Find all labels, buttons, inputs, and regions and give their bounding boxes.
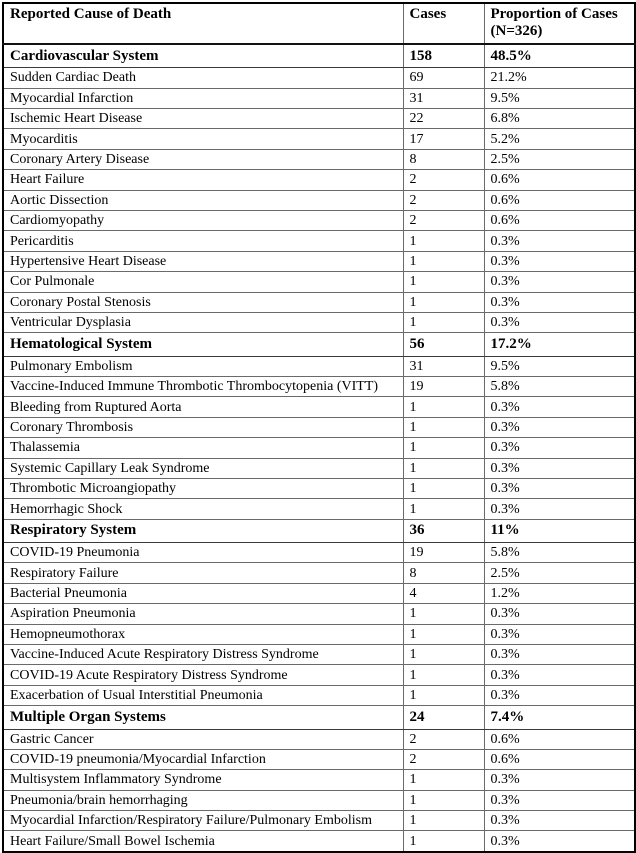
table-row xyxy=(3,604,635,624)
proportion-cell: 5.8% xyxy=(484,543,635,563)
table-row xyxy=(3,417,635,437)
cause-cell: COVID-19 Pneumonia xyxy=(3,543,403,563)
cases-cell: 69 xyxy=(403,68,484,88)
cases-cell: 2 xyxy=(403,749,484,769)
cases-cell: 1 xyxy=(403,811,484,831)
cause-cell: Respiratory System xyxy=(3,519,403,542)
cases-cell: 1 xyxy=(403,251,484,271)
cause-cell: Coronary Thrombosis xyxy=(3,417,403,437)
proportion-cell: 0.3% xyxy=(484,397,635,417)
cause-cell: Hematological System xyxy=(3,333,403,356)
proportion-cell: 0.3% xyxy=(484,624,635,644)
header-cases: Cases xyxy=(403,3,484,44)
cases-cell: 1 xyxy=(403,292,484,312)
proportion-cell: 0.3% xyxy=(484,251,635,271)
cases-cell: 31 xyxy=(403,356,484,376)
proportion-cell: 1.2% xyxy=(484,583,635,603)
cases-cell: 8 xyxy=(403,563,484,583)
proportion-cell: 0.3% xyxy=(484,685,635,705)
proportion-cell: 0.3% xyxy=(484,231,635,251)
cases-cell: 1 xyxy=(403,397,484,417)
table-row xyxy=(3,231,635,251)
cause-cell: Gastric Cancer xyxy=(3,729,403,749)
table-row xyxy=(3,729,635,749)
section-row xyxy=(3,333,635,356)
section-row xyxy=(3,519,635,542)
proportion-cell: 0.3% xyxy=(484,811,635,831)
proportion-cell: 0.3% xyxy=(484,417,635,437)
cause-cell: Pulmonary Embolism xyxy=(3,356,403,376)
cases-cell: 19 xyxy=(403,377,484,397)
cause-cell: Thalassemia xyxy=(3,438,403,458)
proportion-cell: 17.2% xyxy=(484,333,635,356)
section-row xyxy=(3,706,635,729)
cause-cell: Vaccine-Induced Acute Respiratory Distress Syndrome xyxy=(3,645,403,665)
cases-cell: 1 xyxy=(403,458,484,478)
table-row xyxy=(3,397,635,417)
header-proportion: Proportion of Cases (N=326) xyxy=(484,3,635,44)
cause-cell: Vaccine-Induced Immune Thrombotic Thrombocytopenia (VITT) xyxy=(3,377,403,397)
cases-cell: 31 xyxy=(403,88,484,108)
cause-cell: Ischemic Heart Disease xyxy=(3,109,403,129)
table-row xyxy=(3,109,635,129)
proportion-cell: 0.3% xyxy=(484,790,635,810)
cause-cell: Exacerbation of Usual Interstitial Pneumonia xyxy=(3,685,403,705)
cause-cell: Bacterial Pneumonia xyxy=(3,583,403,603)
table-row xyxy=(3,377,635,397)
cause-cell: Cor Pulmonale xyxy=(3,272,403,292)
proportion-cell: 7.4% xyxy=(484,706,635,729)
proportion-cell: 0.3% xyxy=(484,604,635,624)
table-row xyxy=(3,88,635,108)
proportion-cell: 5.2% xyxy=(484,129,635,149)
cases-cell: 17 xyxy=(403,129,484,149)
proportion-cell: 6.8% xyxy=(484,109,635,129)
section-row xyxy=(3,44,635,68)
header-cause: Reported Cause of Death xyxy=(3,3,403,44)
cases-cell: 2 xyxy=(403,170,484,190)
cause-cell: Heart Failure/Small Bowel Ischemia xyxy=(3,831,403,852)
cases-cell: 1 xyxy=(403,770,484,790)
cause-cell: Ventricular Dysplasia xyxy=(3,312,403,332)
cause-cell: Cardiovascular System xyxy=(3,44,403,68)
table-row xyxy=(3,292,635,312)
proportion-cell: 9.5% xyxy=(484,88,635,108)
proportion-cell: 0.3% xyxy=(484,312,635,332)
cause-cell: Coronary Postal Stenosis xyxy=(3,292,403,312)
table-row xyxy=(3,129,635,149)
proportion-cell: 0.3% xyxy=(484,438,635,458)
table-row xyxy=(3,190,635,210)
cause-cell: Heart Failure xyxy=(3,170,403,190)
cases-cell: 1 xyxy=(403,417,484,437)
table-row xyxy=(3,624,635,644)
cases-cell: 1 xyxy=(403,604,484,624)
cases-cell: 24 xyxy=(403,706,484,729)
cause-cell: Pericarditis xyxy=(3,231,403,251)
cases-cell: 1 xyxy=(403,499,484,519)
table-row xyxy=(3,251,635,271)
cases-cell: 22 xyxy=(403,109,484,129)
proportion-cell: 0.3% xyxy=(484,831,635,852)
table-row xyxy=(3,68,635,88)
table-row xyxy=(3,312,635,332)
table-row xyxy=(3,583,635,603)
table-body xyxy=(3,44,635,852)
cause-cell: Thrombotic Microangiopathy xyxy=(3,479,403,499)
proportion-cell: 48.5% xyxy=(484,44,635,68)
proportion-cell: 0.3% xyxy=(484,645,635,665)
cases-cell: 1 xyxy=(403,685,484,705)
cause-cell: Cardiomyopathy xyxy=(3,211,403,231)
proportion-cell: 9.5% xyxy=(484,356,635,376)
table-row xyxy=(3,438,635,458)
proportion-cell: 0.3% xyxy=(484,479,635,499)
cause-cell: Pneumonia/brain hemorrhaging xyxy=(3,790,403,810)
table-row xyxy=(3,770,635,790)
cause-cell: Coronary Artery Disease xyxy=(3,149,403,169)
cases-cell: 1 xyxy=(403,312,484,332)
proportion-cell: 0.3% xyxy=(484,499,635,519)
table-row xyxy=(3,272,635,292)
cases-cell: 1 xyxy=(403,790,484,810)
proportion-cell: 0.6% xyxy=(484,170,635,190)
cause-cell: Systemic Capillary Leak Syndrome xyxy=(3,458,403,478)
cases-cell: 1 xyxy=(403,624,484,644)
table-row xyxy=(3,458,635,478)
proportion-cell: 5.8% xyxy=(484,377,635,397)
cases-cell: 2 xyxy=(403,211,484,231)
cause-cell: Aspiration Pneumonia xyxy=(3,604,403,624)
proportion-cell: 0.6% xyxy=(484,190,635,210)
table-row xyxy=(3,479,635,499)
proportion-cell: 0.3% xyxy=(484,770,635,790)
cause-cell: Sudden Cardiac Death xyxy=(3,68,403,88)
cases-cell: 1 xyxy=(403,831,484,852)
proportion-cell: 0.6% xyxy=(484,749,635,769)
cases-cell: 4 xyxy=(403,583,484,603)
cause-cell: Hemopneumothorax xyxy=(3,624,403,644)
proportion-cell: 11% xyxy=(484,519,635,542)
cases-cell: 1 xyxy=(403,272,484,292)
cases-cell: 36 xyxy=(403,519,484,542)
cases-cell: 8 xyxy=(403,149,484,169)
proportion-cell: 0.6% xyxy=(484,729,635,749)
cause-cell: Hypertensive Heart Disease xyxy=(3,251,403,271)
table-row xyxy=(3,645,635,665)
header-row xyxy=(3,3,635,44)
cause-cell: Myocardial Infarction xyxy=(3,88,403,108)
cases-cell: 158 xyxy=(403,44,484,68)
table-row xyxy=(3,356,635,376)
cause-of-death-table xyxy=(2,2,636,853)
cause-cell: Multiple Organ Systems xyxy=(3,706,403,729)
table-row xyxy=(3,563,635,583)
cases-cell: 1 xyxy=(403,645,484,665)
table-header xyxy=(3,3,635,44)
proportion-cell: 2.5% xyxy=(484,149,635,169)
cause-cell: Bleeding from Ruptured Aorta xyxy=(3,397,403,417)
cases-cell: 56 xyxy=(403,333,484,356)
table-row xyxy=(3,749,635,769)
table-row xyxy=(3,831,635,852)
cases-cell: 2 xyxy=(403,190,484,210)
table-row xyxy=(3,211,635,231)
proportion-cell: 21.2% xyxy=(484,68,635,88)
cause-cell: Myocardial Infarction/Respiratory Failure/Pulmonary Embolism xyxy=(3,811,403,831)
proportion-cell: 0.3% xyxy=(484,665,635,685)
cause-cell: Multisystem Inflammatory Syndrome xyxy=(3,770,403,790)
cases-cell: 1 xyxy=(403,665,484,685)
cases-cell: 1 xyxy=(403,479,484,499)
cause-cell: Hemorrhagic Shock xyxy=(3,499,403,519)
proportion-cell: 0.3% xyxy=(484,272,635,292)
proportion-cell: 0.3% xyxy=(484,292,635,312)
cases-cell: 1 xyxy=(403,231,484,251)
table-row xyxy=(3,149,635,169)
table-row xyxy=(3,790,635,810)
proportion-cell: 0.3% xyxy=(484,458,635,478)
proportion-cell: 2.5% xyxy=(484,563,635,583)
cause-cell: COVID-19 pneumonia/Myocardial Infarction xyxy=(3,749,403,769)
cause-cell: Myocarditis xyxy=(3,129,403,149)
cause-cell: Aortic Dissection xyxy=(3,190,403,210)
table-row xyxy=(3,170,635,190)
cases-cell: 19 xyxy=(403,543,484,563)
table-row xyxy=(3,811,635,831)
proportion-cell: 0.6% xyxy=(484,211,635,231)
table-row xyxy=(3,499,635,519)
cases-cell: 2 xyxy=(403,729,484,749)
table-row xyxy=(3,685,635,705)
table-row xyxy=(3,665,635,685)
cause-cell: COVID-19 Acute Respiratory Distress Syndrome xyxy=(3,665,403,685)
cause-cell: Respiratory Failure xyxy=(3,563,403,583)
cases-cell: 1 xyxy=(403,438,484,458)
table-row xyxy=(3,543,635,563)
